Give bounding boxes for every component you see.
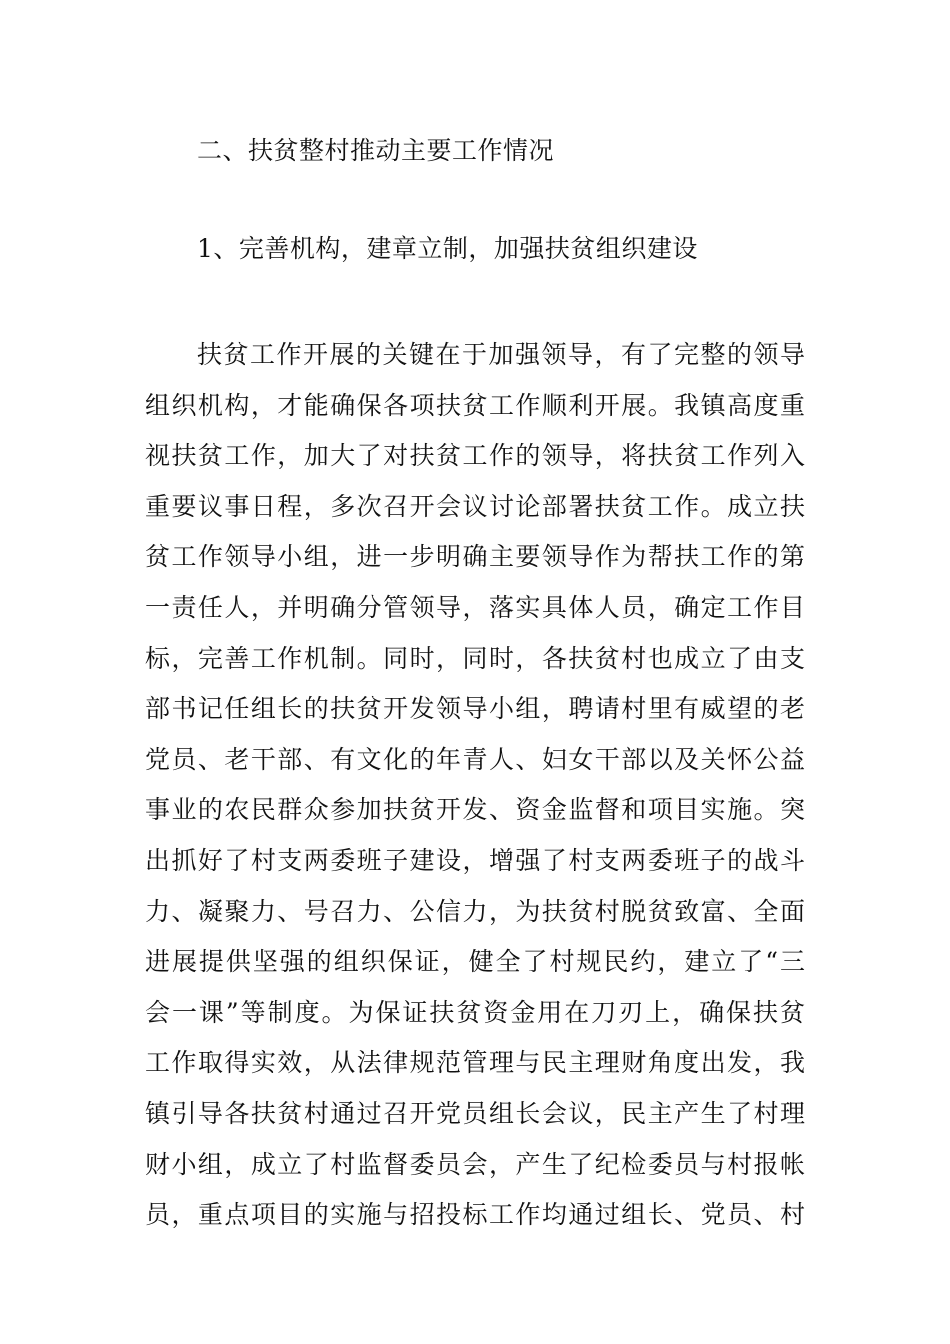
paragraph-line: 一责任人，并明确分管领导，落实具体人员，确定工作目 bbox=[145, 592, 805, 622]
paragraph-line: 出抓好了村支两委班子建设，增强了村支两委班子的战斗 bbox=[145, 845, 805, 875]
paragraph-line: 进展提供坚强的组织保证，健全了村规民约，建立了“三 bbox=[145, 947, 805, 977]
paragraph-line: 会一课”等制度。为保证扶贫资金用在刀刃上，确保扶贫 bbox=[145, 997, 805, 1027]
paragraph-line: 事业的农民群众参加扶贫开发、资金监督和项目实施。突 bbox=[145, 795, 805, 825]
paragraph-line: 力、凝聚力、号召力、公信力，为扶贫村脱贫致富、全面 bbox=[145, 896, 805, 926]
paragraph-line: 视扶贫工作，加大了对扶贫工作的领导，将扶贫工作列入 bbox=[145, 441, 805, 471]
paragraph-line: 工作取得实效，从法律规范管理与民主理财角度出发，我 bbox=[145, 1048, 805, 1078]
subsection-heading: 1、完善机构，建章立制，加强扶贫组织建设 bbox=[197, 234, 698, 263]
paragraph-line: 扶贫工作开展的关键在于加强领导，有了完整的领导 bbox=[197, 340, 805, 369]
paragraph-line: 组织机构，才能确保各项扶贫工作顺利开展。我镇高度重 bbox=[145, 390, 805, 420]
paragraph-line: 贫工作领导小组，进一步明确主要领导作为帮扶工作的第 bbox=[145, 542, 805, 572]
paragraph-line: 重要议事日程，多次召开会议讨论部署扶贫工作。成立扶 bbox=[145, 491, 805, 521]
paragraph-line: 员，重点项目的实施与招投标工作均通过组长、党员、村 bbox=[145, 1200, 805, 1230]
section-heading: 二、扶贫整村推动主要工作情况 bbox=[197, 136, 555, 165]
paragraph-line: 党员、老干部、有文化的年青人、妇女干部以及关怀公益 bbox=[145, 744, 805, 774]
body-paragraph bbox=[145, 330, 805, 1241]
paragraph-line: 镇引导各扶贫村通过召开党员组长会议，民主产生了村理 bbox=[145, 1098, 805, 1128]
paragraph-line: 部书记任组长的扶贫开发领导小组，聘请村里有威望的老 bbox=[145, 694, 805, 724]
paragraph-line: 标，完善工作机制。同时，同时，各扶贫村也成立了由支 bbox=[145, 643, 805, 673]
paragraph-line: 财小组，成立了村监督委员会，产生了纪检委员与村报帐 bbox=[145, 1149, 805, 1179]
